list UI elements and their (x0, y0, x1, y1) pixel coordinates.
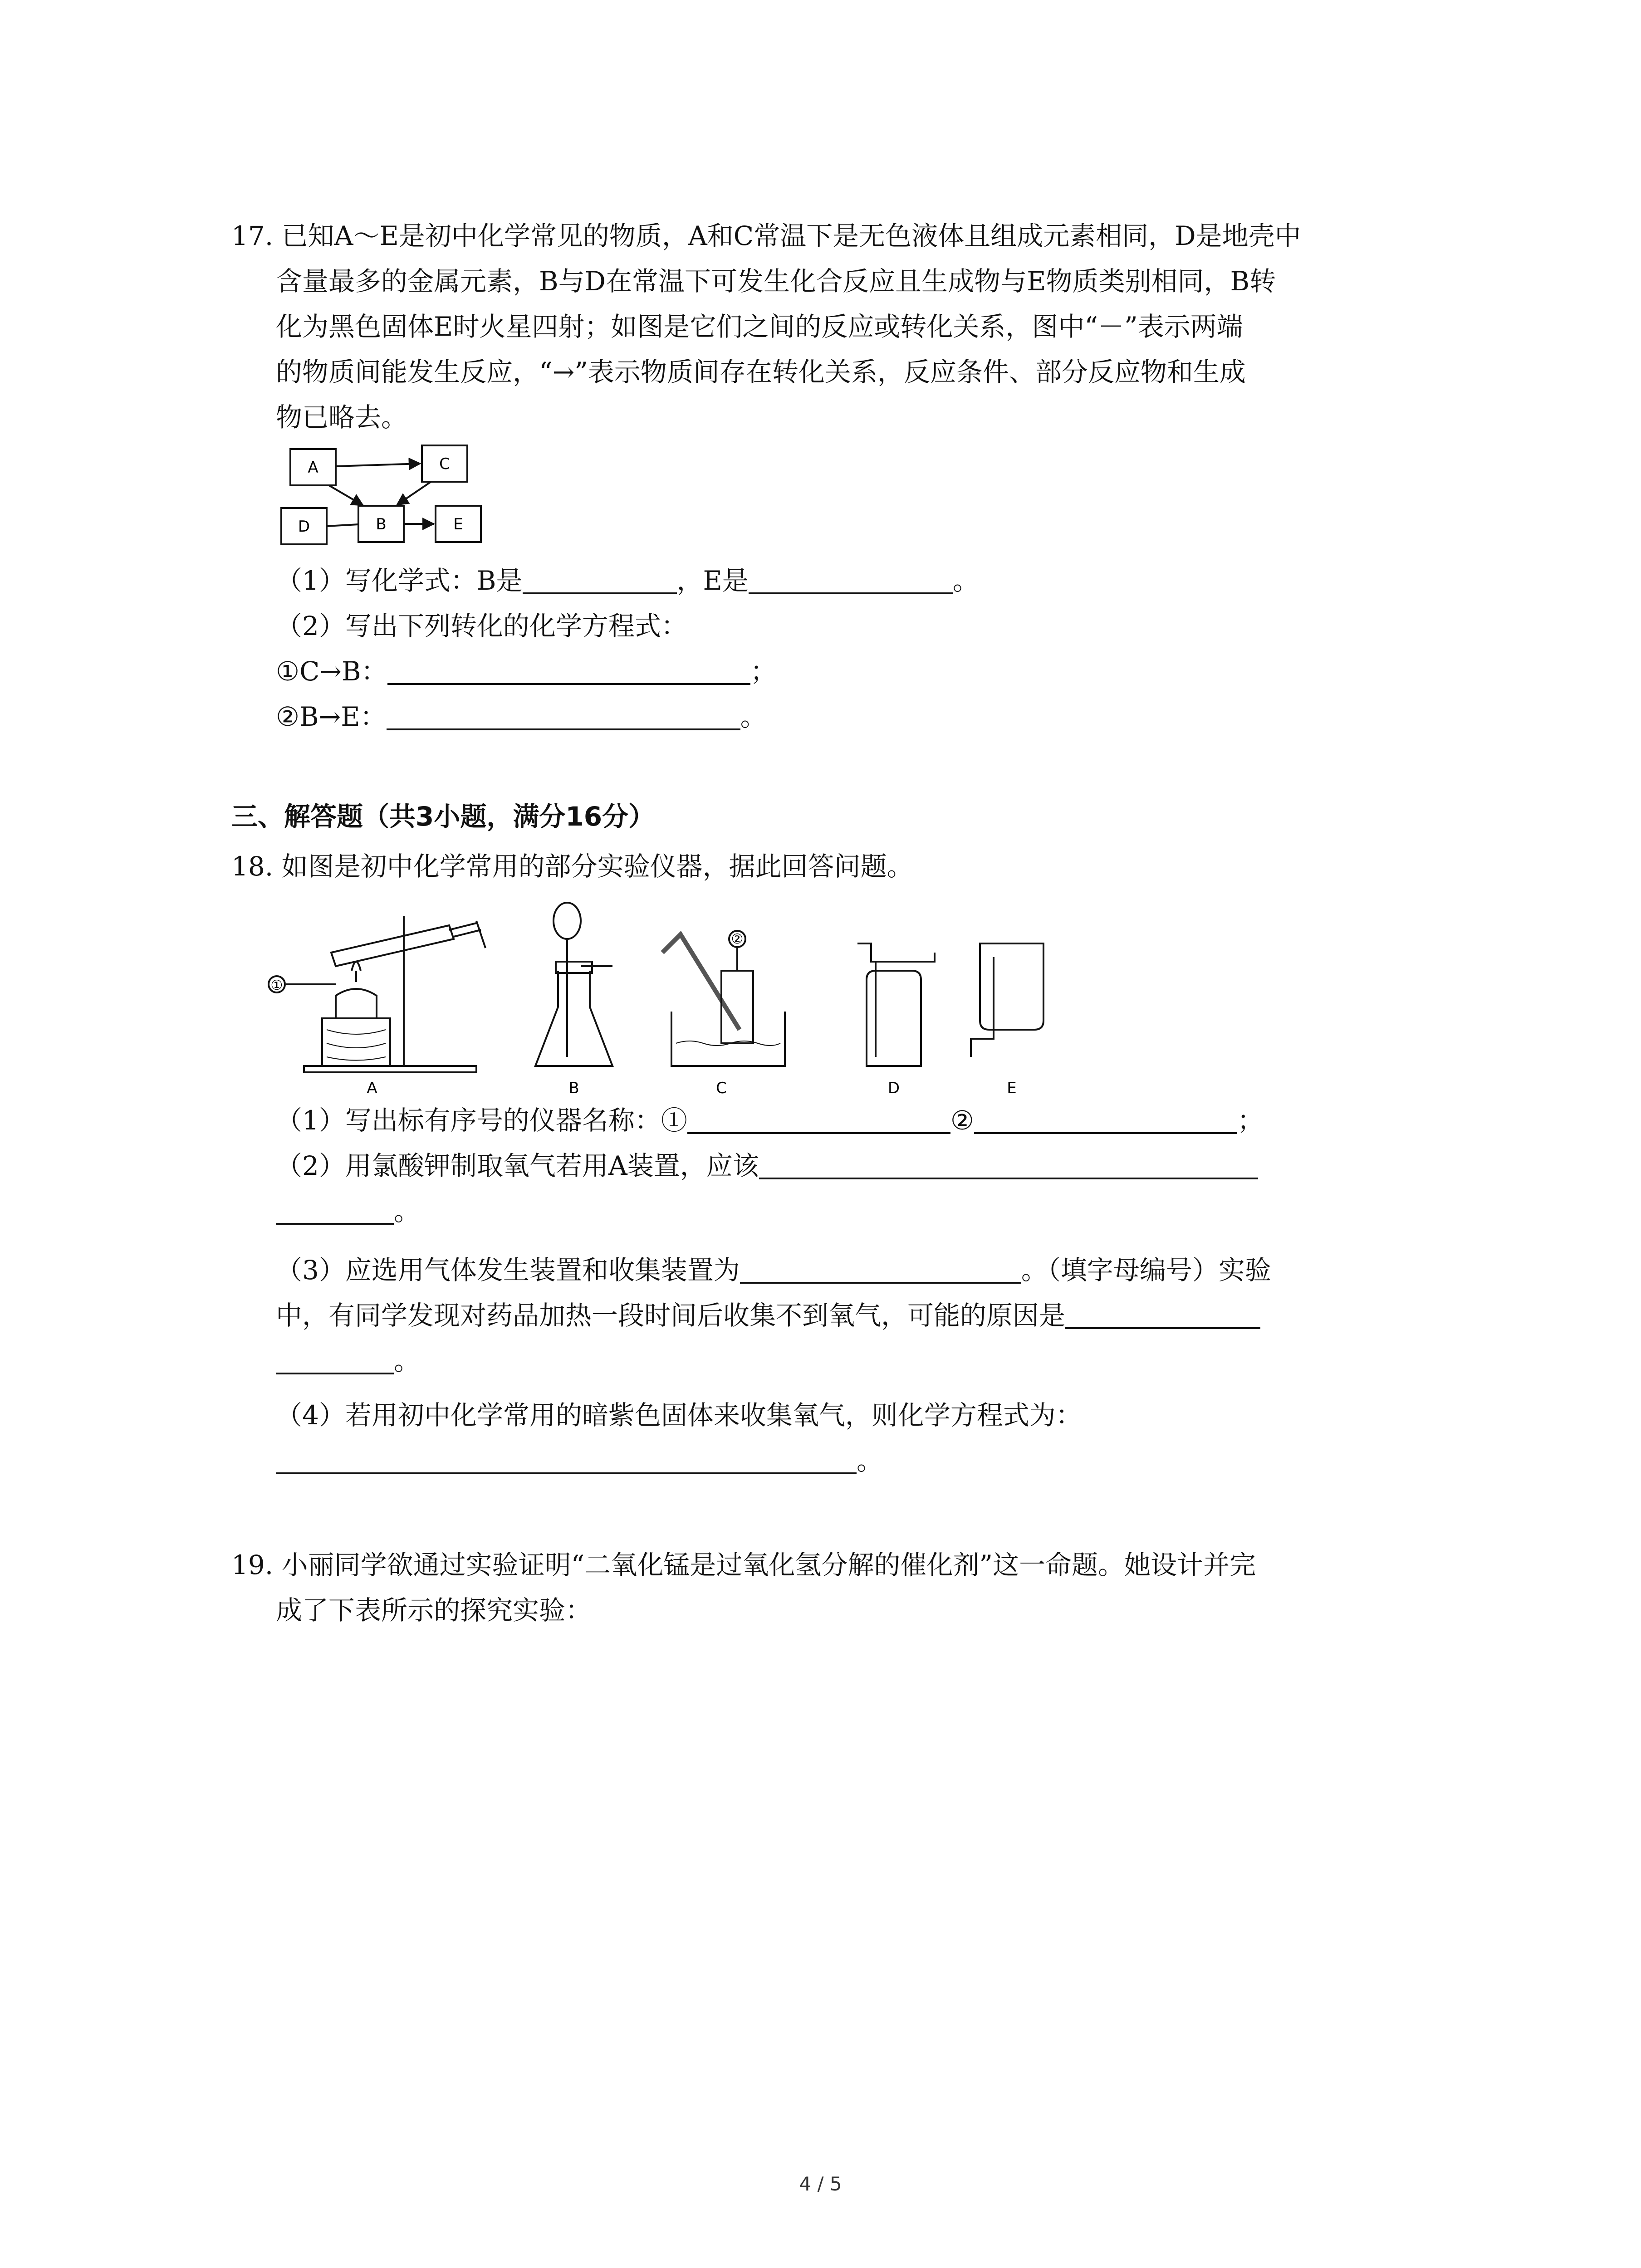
q18-part4: （4）若用初中化学常用的暗紫色固体来收集氧气，则化学方程式为： (276, 1400, 1082, 1431)
q17-part1-end: 。 (952, 565, 979, 596)
q17-part2-2 (276, 694, 767, 739)
label-c: C (716, 1079, 727, 1097)
q18-part2 (276, 1143, 1258, 1188)
q17-line-3: 化为黑色固体E时火星四射；如图是它们之间的反应或转化关系，图中“－”表示两端 (276, 311, 1243, 342)
q18-instrument-1-blank[interactable] (687, 1104, 950, 1134)
q18-part3 (276, 1247, 1271, 1293)
q18-apparatus-choice-blank[interactable] (740, 1254, 1021, 1284)
test-tube (331, 925, 454, 966)
q18-part2-prefix: （2）用氯酸钾制取氧气若用A装置，应该 (276, 1150, 759, 1181)
conical-flask (535, 971, 612, 1066)
page-number: 4 / 5 (799, 2173, 842, 2195)
arrow-a-c (336, 464, 420, 466)
delivery-tube (662, 934, 740, 1030)
water-trough (671, 1012, 785, 1066)
q17-part2-1 (276, 649, 777, 694)
q18-part1-mid: ② (950, 1105, 974, 1136)
q18-part1-end: ； (1237, 1105, 1264, 1136)
q17-c-to-b-equation-blank[interactable] (387, 655, 750, 685)
q17-part2: （2）写出下列转化的化学方程式： (276, 611, 687, 641)
arrow-c-b (397, 482, 431, 505)
q17-part1-mid: ，E是 (676, 565, 749, 596)
q18-part3-line2-text: 中，有同学发现对药品加热一段时间后收集不到氧气，可能的原因是 (276, 1300, 1066, 1331)
tube-clamp (449, 921, 485, 948)
node-e-label: E (453, 515, 463, 533)
q18-equation-blank[interactable] (276, 1444, 857, 1474)
apparatus-e (971, 943, 1043, 1057)
apparatus-b (535, 903, 612, 1066)
q18-part3-line2 (276, 1293, 1260, 1338)
apparatus-d (857, 943, 935, 1066)
label-b: B (568, 1079, 579, 1097)
q18-apparatus-figure (268, 894, 1062, 1102)
q18-instrument-2-blank[interactable] (974, 1104, 1237, 1134)
q17-part1 (276, 558, 979, 603)
q17-part2-1-end: ； (750, 656, 777, 687)
lamp-flame (352, 962, 361, 982)
q17-part1-prefix: （1）写化学式：B是 (276, 565, 523, 596)
q19-line-1: 19. 小丽同学欲通过实验证明“二氧化锰是过氧化氢分解的催化剂”这一命题。她设计并完 (231, 1549, 1256, 1580)
label-a: A (367, 1079, 377, 1097)
q18-part1 (276, 1098, 1264, 1143)
q18-intro: 18. 如图是初中化学常用的部分实验仪器，据此回答问题。 (231, 851, 913, 882)
q17-e-formula-blank[interactable] (749, 564, 953, 594)
q18-part2-cont (276, 1188, 420, 1234)
bottle-e (980, 943, 1043, 1030)
q17-line-1: 17. 已知A～E是初中化学常见的物质，A和C常温下是无色液体且组成元素相同，D是地壳中 (231, 220, 1301, 251)
q18-part1-prefix: （1）写出标有序号的仪器名称：① (276, 1105, 687, 1136)
wooden-block (322, 1018, 390, 1066)
node-a-label: A (308, 459, 318, 477)
marker-2-text: ② (731, 931, 744, 947)
q17-part2-2-prefix: ②B→E： (276, 701, 387, 732)
q17-line-4: 的物质间能发生反应，“→”表示物质间存在转化关系，反应条件、部分反应物和生成 (276, 357, 1246, 387)
funnel-top (554, 903, 581, 939)
q17-b-to-e-equation-blank[interactable] (387, 700, 740, 730)
q18-part3-mid: 。（填字母编号）实验 (1021, 1255, 1271, 1286)
q18-part4-end: 。 (857, 1445, 883, 1476)
q18-part3-prefix: （3）应选用气体发生装置和收集装置为 (276, 1255, 740, 1286)
node-c-label: C (439, 455, 450, 473)
q17-part2-2-end: 。 (740, 701, 767, 732)
q18-reason-blank-cont[interactable] (276, 1344, 394, 1374)
q17-part2-1-prefix: ①C→B： (276, 656, 387, 687)
q17-relation-diagram (272, 440, 499, 558)
q18-part3-end: 。 (394, 1345, 421, 1376)
alcohol-lamp (336, 989, 377, 1018)
apparatus-c (662, 931, 785, 1066)
marker-1-text: ① (270, 978, 283, 993)
label-e: E (1007, 1079, 1017, 1097)
q17-line-2: 含量最多的金属元素，B与D在常温下可发生化合反应且生成物与E物质类别相同，B转 (276, 266, 1276, 297)
stand-base (304, 1066, 476, 1072)
q18-part2-blank-cont[interactable] (276, 1195, 394, 1225)
q18-part3-cont (276, 1338, 420, 1383)
label-d: D (887, 1079, 900, 1097)
q18-part2-blank[interactable] (759, 1149, 1258, 1179)
q18-reason-blank[interactable] (1065, 1299, 1260, 1329)
arrow-a-b (329, 485, 363, 505)
q18-part2-end: 。 (394, 1196, 421, 1227)
q18-part4-answer (276, 1438, 883, 1483)
apparatus-a (269, 916, 485, 1072)
node-b-label: B (376, 515, 387, 533)
link-d-b (327, 524, 358, 526)
q17-b-formula-blank[interactable] (523, 564, 677, 594)
q17-line-5: 物已略去。 (276, 402, 408, 433)
node-d-label: D (298, 518, 310, 536)
section-3-title: 三、解答题（共3小题，满分16分） (231, 801, 655, 832)
q19-line-2: 成了下表所示的探究实验： (276, 1595, 592, 1626)
